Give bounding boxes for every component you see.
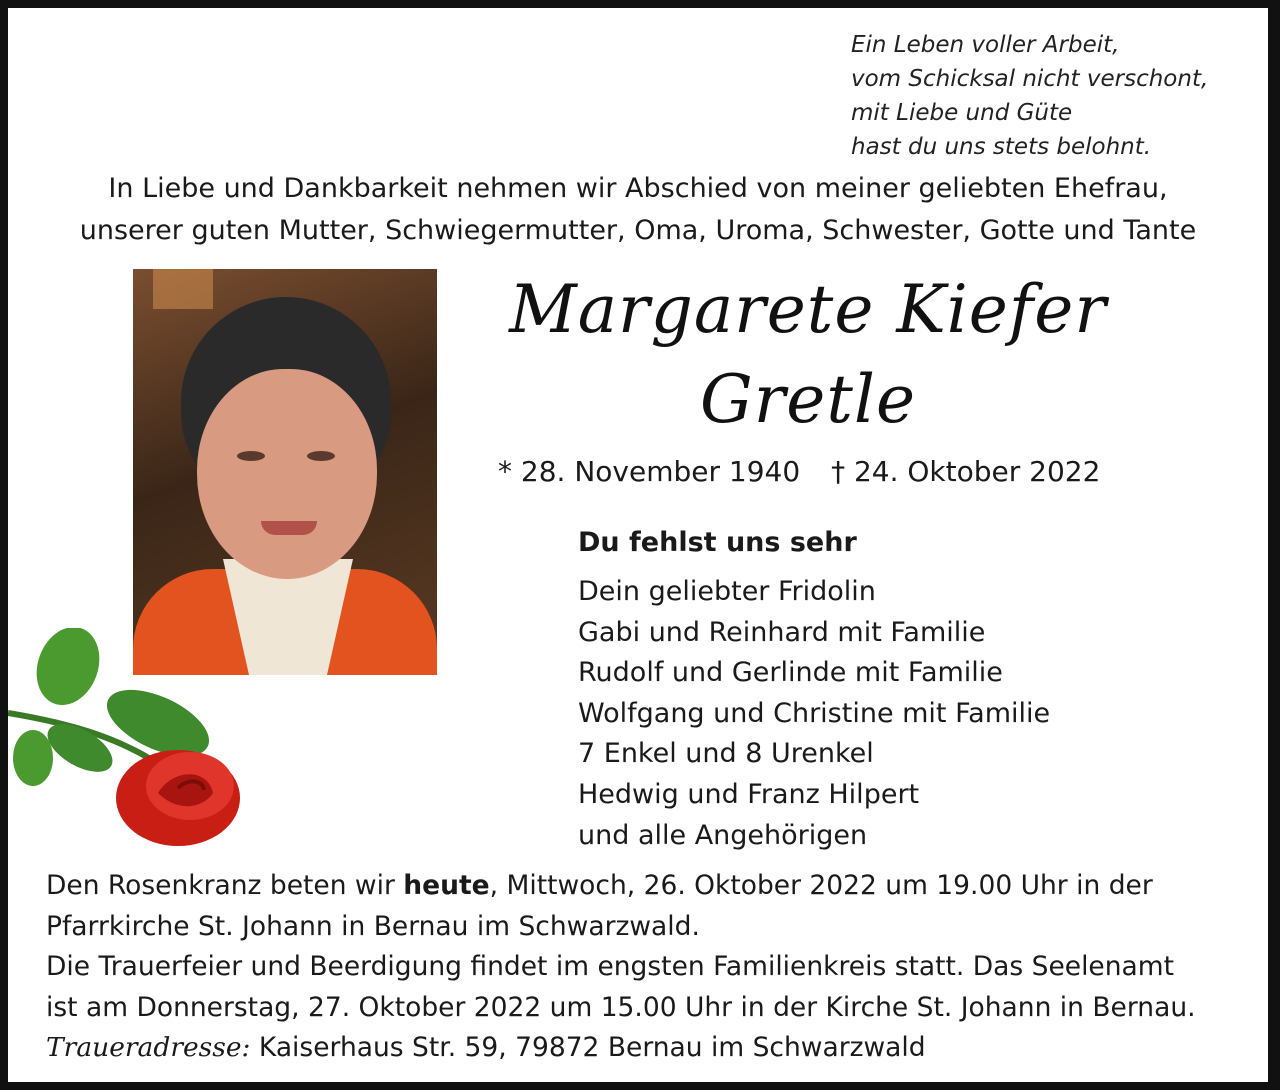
- birth-date: * 28. November 1940: [498, 455, 801, 488]
- mourner-line: Hedwig und Franz Hilpert: [578, 778, 920, 810]
- intro-line: In Liebe und Dankbarkeit nehmen wir Abschied von meiner geliebten Ehefrau,: [108, 173, 1168, 204]
- mourners-heading: Du fehlst uns sehr: [578, 527, 857, 558]
- mourner-line: Gabi und Reinhard mit Familie: [578, 616, 986, 648]
- portrait-photo: [133, 269, 437, 675]
- poem-line: vom Schicksal nicht verschont,: [851, 66, 1209, 92]
- funeral-line: Die Trauerfeier und Beerdigung findet im engsten Familienkreis statt. Das Seelenamt: [46, 951, 1174, 982]
- poem-line: hast du uns stets belohnt.: [851, 134, 1152, 160]
- death-date: † 24. Oktober 2022: [831, 455, 1101, 488]
- address-line: [46, 1028, 1256, 1069]
- life-dates: [498, 452, 1122, 492]
- mourner-line: und alle Angehörigen: [578, 819, 868, 851]
- service-info: [46, 866, 1256, 1069]
- mourner-line: 7 Enkel und 8 Urenkel: [578, 738, 874, 770]
- rose-icon: [8, 628, 248, 853]
- funeral-line: ist am Donnerstag, 27. Oktober 2022 um 15.00 Uhr in der Kirche St. Johann in Bernau.: [46, 991, 1196, 1023]
- intro-line: unserer guten Mutter, Schwiegermutter, Oma, Uroma, Schwester, Gotte und Tante: [79, 215, 1197, 246]
- poem-line: Ein Leben voller Arbeit,: [851, 32, 1120, 58]
- mourners-block: [578, 522, 1050, 856]
- today-emphasis: heute: [403, 870, 490, 901]
- rosary-line: Den Rosenkranz beten wir heute, Mittwoch, 26. Oktober 2022 um 19.00 Uhr in der: [46, 870, 1153, 901]
- poem: [851, 28, 1208, 164]
- poem-line: mit Liebe und Güte: [851, 100, 1073, 126]
- intro-text: [8, 168, 1268, 252]
- deceased-nickname: Gretle: [699, 361, 917, 438]
- address-label: Traueradresse:: [46, 1032, 251, 1063]
- deceased-name: Margarete Kiefer: [509, 271, 1107, 348]
- mourner-line: Wolfgang und Christine mit Familie: [578, 697, 1051, 729]
- mourner-line: Dein geliebter Fridolin: [578, 576, 876, 607]
- address: Kaiserhaus Str. 59, 79872 Bernau im Schwarzwald: [250, 1032, 926, 1063]
- mourner-line: Rudolf und Gerlinde mit Familie: [578, 657, 1003, 689]
- rosary-line-2: Pfarrkirche St. Johann in Bernau im Schwarzwald.: [46, 910, 700, 942]
- obituary-notice: [8, 8, 1268, 1082]
